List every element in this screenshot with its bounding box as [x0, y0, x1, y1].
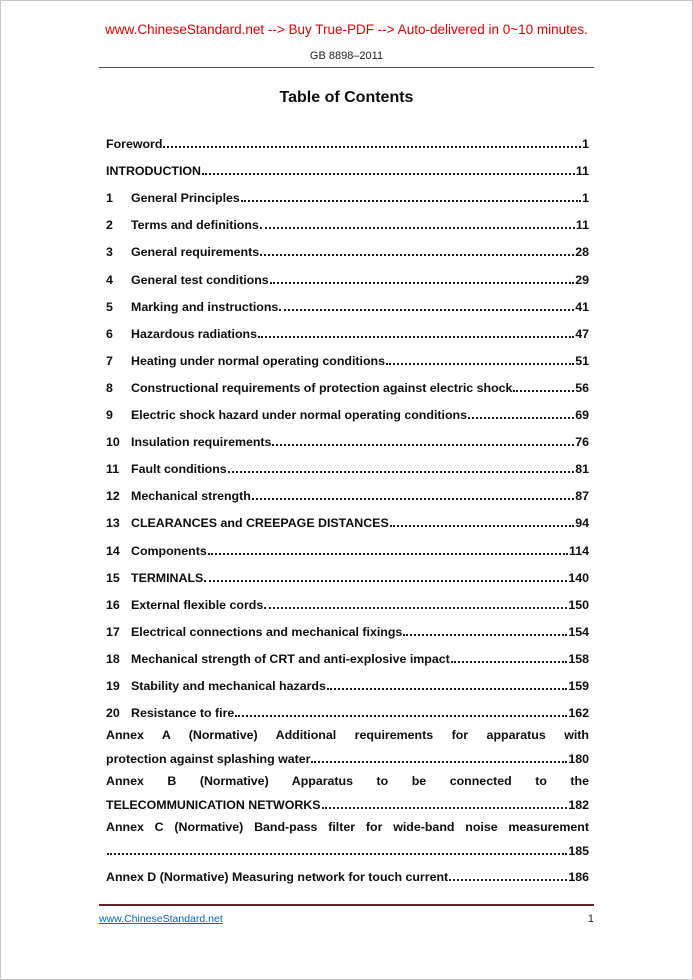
- toc-entry-page: 41: [575, 299, 589, 314]
- toc-entry-number: 13: [106, 516, 120, 531]
- dot-leader: [386, 363, 574, 365]
- toc-entry-title: Insulation requirements: [131, 435, 272, 450]
- toc-entry-title: Mechanical strength of CRT and anti-explosive impact: [131, 651, 450, 666]
- toc-entry-title: Stability and mechanical hazards: [131, 678, 326, 693]
- dot-leader: [311, 761, 567, 763]
- toc-entry-page: 47: [575, 326, 589, 341]
- toc-entry-title: TERMINALS: [131, 570, 204, 585]
- toc-entry-number: 9: [106, 408, 113, 423]
- toc-entry-number: 17: [106, 624, 120, 639]
- page-title: Table of Contents: [279, 89, 414, 106]
- toc-entry-title: CLEARANCES and CREEPAGE DISTANCES: [131, 516, 389, 531]
- toc-annex-entry: [106, 863, 589, 884]
- toc-entry: [106, 585, 589, 612]
- toc-entry-page: 94: [575, 516, 589, 531]
- toc-annex-intro-line: Annex C (Normative) Band-pass filter for wide-band noise measurement: [106, 820, 589, 835]
- toc-entry-number: 1: [106, 191, 113, 206]
- toc-entry: [106, 395, 589, 422]
- dot-leader: [258, 336, 574, 338]
- dot-leader: [204, 580, 567, 582]
- toc-entry-number: 18: [106, 651, 120, 666]
- footer-page-number: 1: [587, 913, 594, 925]
- toc-entry-title: Mechanical strength: [131, 489, 251, 504]
- toc-entry: [106, 259, 589, 286]
- toc-annex-intro-line: Annex B (Normative) Apparatus to be connected to the: [106, 774, 589, 789]
- toc-entry-number: 12: [106, 489, 120, 504]
- toc-entry-number: 15: [106, 570, 120, 585]
- toc-entry: [106, 422, 589, 449]
- toc-entry: [106, 232, 589, 259]
- purchase-banner-link[interactable]: www.ChineseStandard.net --> Buy True-PDF --> Auto-delivered in 0~10 minutes.: [105, 22, 588, 37]
- toc-entry-number: 5: [106, 299, 113, 314]
- toc-entry-page: 11: [575, 164, 589, 179]
- toc-entry-title: Hazardous radiations: [131, 326, 257, 341]
- toc-entry-title: Heating under normal operating conditions: [131, 353, 386, 368]
- toc-entry: [106, 341, 589, 368]
- toc-entry-number: 14: [106, 543, 120, 558]
- toc-annex-page: 186: [568, 869, 589, 884]
- toc-entry-number: 2: [106, 218, 113, 233]
- toc-entry: [106, 368, 589, 395]
- toc-annex-intro-line: Annex A (Normative) Additional requirements for apparatus with: [106, 728, 589, 743]
- page-footer: [99, 904, 594, 925]
- toc-entry-title: Fault conditions: [131, 462, 227, 477]
- toc-annex-page: 180: [568, 752, 589, 767]
- toc-entry-title: Electrical connections and mechanical fixings: [131, 624, 403, 639]
- toc-entry-number: 19: [106, 678, 120, 693]
- toc-entry: [106, 151, 589, 178]
- dot-leader: [327, 688, 567, 690]
- toc-entry: [106, 124, 589, 151]
- toc-annex-tail-text: TELECOMMUNICATION NETWORKS: [106, 798, 321, 813]
- toc-entry-page: 114: [569, 543, 589, 558]
- dot-leader: [228, 471, 575, 473]
- toc-entry-page: 1: [582, 191, 589, 206]
- toc-annex-tail-row: [106, 863, 589, 884]
- toc-entry-number: 6: [106, 326, 113, 341]
- toc-entry-title: General Principles: [131, 191, 240, 206]
- toc-annex-tail-text: protection against splashing water: [106, 752, 311, 767]
- toc-entry-page: 28: [575, 245, 589, 260]
- toc-entry-page: 29: [575, 272, 589, 287]
- dot-leader: [272, 444, 574, 446]
- dot-leader: [270, 282, 575, 284]
- dot-leader: [390, 525, 574, 527]
- toc-entry-number: 3: [106, 245, 113, 260]
- dot-leader: [513, 390, 574, 392]
- toc-annex-tail-row: [106, 792, 589, 813]
- toc-entry-number: 8: [106, 380, 113, 395]
- dot-leader: [260, 254, 574, 256]
- toc-entry-page: 81: [575, 462, 589, 477]
- footer-divider: [99, 904, 594, 906]
- toc-entry: [106, 449, 589, 476]
- toc-entry-page: 140: [568, 570, 589, 585]
- toc-entry-number: 20: [106, 706, 120, 721]
- toc-entry-page: 51: [575, 353, 589, 368]
- dot-leader: [163, 146, 581, 148]
- toc-entry-page: 56: [575, 380, 589, 395]
- toc-entry-page: 76: [575, 435, 589, 450]
- toc-entry: [106, 476, 589, 503]
- toc-entry-title: Constructional requirements of protection against electric shock: [131, 380, 513, 395]
- dot-leader: [235, 715, 567, 717]
- toc-entry-page: 154: [568, 624, 589, 639]
- toc-annex-tail-text: Annex D (Normative) Measuring network for touch current: [106, 869, 449, 884]
- toc-entry-page: 11: [575, 218, 589, 233]
- dot-leader: [322, 807, 568, 809]
- toc-entry-title: Terms and definitions: [131, 218, 259, 233]
- toc-entry-page: 87: [575, 489, 589, 504]
- toc-annex-page: 185: [568, 844, 589, 859]
- toc-entry-title: Resistance to fire: [131, 706, 235, 721]
- toc-entry: [106, 287, 589, 314]
- toc-entry-title: External flexible cords: [131, 597, 264, 612]
- footer-row: [99, 913, 594, 925]
- toc-entry-title: Marking and instructions: [131, 299, 279, 314]
- toc-entry-number: 7: [106, 353, 113, 368]
- toc-entry: [106, 205, 589, 232]
- toc-entry-number: 11: [106, 462, 120, 477]
- toc-entry: [106, 530, 589, 557]
- toc-entry-number: 4: [106, 272, 113, 287]
- toc-entry: [106, 503, 589, 530]
- dot-leader: [107, 853, 567, 855]
- toc-entry-number: 10: [106, 435, 120, 450]
- toc-annex-page: 182: [568, 798, 589, 813]
- toc-entry: [106, 693, 589, 720]
- standard-number: GB 8898–2011: [309, 50, 384, 62]
- toc-entry: [106, 612, 589, 639]
- dot-leader: [208, 553, 568, 555]
- toc-entry: [106, 666, 589, 693]
- toc-entry: [106, 639, 589, 666]
- toc-entry-page: 159: [568, 678, 589, 693]
- toc-entry-page: 150: [568, 597, 589, 612]
- dot-leader: [449, 879, 567, 881]
- dot-leader: [252, 498, 574, 500]
- dot-leader: [403, 634, 567, 636]
- toc-list: [106, 124, 589, 884]
- header-divider: [99, 67, 594, 68]
- toc-annex-entry: [106, 725, 589, 766]
- toc-annex-tail-row: [106, 838, 589, 859]
- dot-leader: [264, 607, 567, 609]
- toc-entry-title: General test conditions: [131, 272, 269, 287]
- toc-entry-title: Foreword: [106, 137, 163, 152]
- toc-entry-number: 16: [106, 597, 120, 612]
- toc-entry: [106, 314, 589, 341]
- footer-site-link[interactable]: www.ChineseStandard.net: [99, 913, 223, 925]
- dot-leader: [468, 417, 574, 419]
- toc-entry-title: INTRODUCTION: [106, 164, 201, 179]
- toc-entry-page: 1: [582, 137, 589, 152]
- toc-annex-tail-row: [106, 746, 589, 767]
- toc-annex-entry: [106, 817, 589, 858]
- toc-entry-title: Electric shock hazard under normal operating conditions: [131, 408, 467, 423]
- dot-leader: [241, 200, 581, 202]
- dot-leader: [260, 227, 575, 229]
- toc-entry: [106, 558, 589, 585]
- toc-entry: [106, 178, 589, 205]
- toc-entry-page: 162: [568, 706, 589, 721]
- toc-entry-title: Components: [131, 543, 207, 558]
- toc-entry-page: 158: [568, 651, 589, 666]
- dot-leader: [202, 173, 575, 175]
- dot-leader: [279, 309, 574, 311]
- dot-leader: [451, 661, 568, 663]
- toc-entry-title: General requirements: [131, 245, 260, 260]
- toc-entry-page: 69: [575, 408, 589, 423]
- toc-annex-entry: [106, 771, 589, 812]
